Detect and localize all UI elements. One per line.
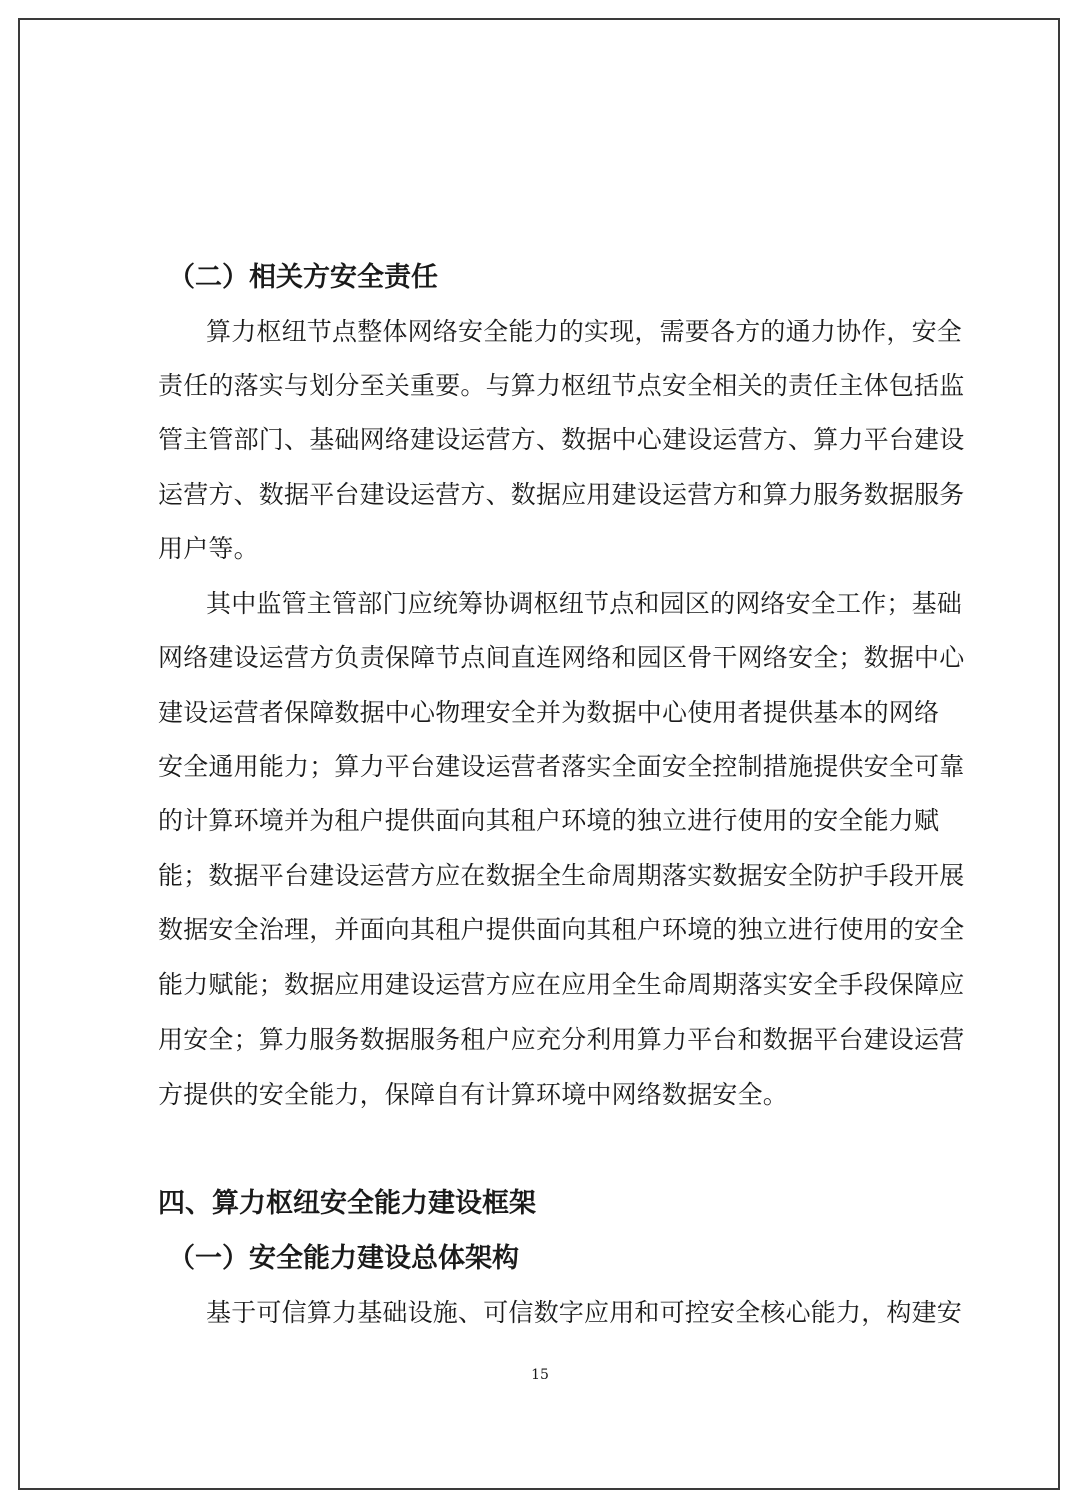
paragraph-line: 方提供的安全能力，保障自有计算环境中网络数据安全。 — [158, 1080, 789, 1109]
paragraph-line: 安全通用能力；算力平台建设运营者落实全面安全控制措施提供安全可靠 — [158, 752, 965, 781]
paragraph-line: 能；数据平台建设运营方应在数据全生命周期落实数据安全防护手段开展 — [158, 861, 965, 890]
paragraph-line: 算力枢纽节点整体网络安全能力的实现，需要各方的通力协作，安全 — [206, 317, 963, 346]
paragraph-line: 运营方、数据平台建设运营方、数据应用建设运营方和算力服务数据服务 — [158, 480, 965, 509]
paragraph-line: 用安全；算力服务数据服务租户应充分利用算力平台和数据平台建设运营 — [158, 1025, 965, 1054]
paragraph-line: 网络建设运营方负责保障节点间直连网络和园区骨干网络安全；数据中心 — [158, 643, 965, 672]
paragraph-line: 基于可信算力基础设施、可信数字应用和可控安全核心能力，构建安 — [206, 1298, 963, 1327]
paragraph-line: 管主管部门、基础网络建设运营方、数据中心建设运营方、算力平台建设 — [158, 425, 965, 454]
paragraph-line: 的计算环境并为租户提供面向其租户环境的独立进行使用的安全能力赋 — [158, 806, 940, 835]
page-number: 15 — [531, 1367, 549, 1383]
paragraph-line: 其中监管主管部门应统筹协调枢纽节点和园区的网络安全工作；基础 — [206, 589, 963, 618]
subsection-heading-responsibility: （二）相关方安全责任 — [168, 262, 438, 293]
paragraph-line: 用户等。 — [158, 534, 259, 563]
paragraph-line: 建设运营者保障数据中心物理安全并为数据中心使用者提供基本的网络 — [158, 698, 940, 727]
paragraph-line: 数据安全治理，并面向其租户提供面向其租户环境的独立进行使用的安全 — [158, 915, 965, 944]
subsection-heading-architecture: （一）安全能力建设总体架构 — [168, 1243, 519, 1274]
paragraph-line: 能力赋能；数据应用建设运营方应在应用全生命周期落实安全手段保障应 — [158, 970, 965, 999]
paragraph-line: 责任的落实与划分至关重要。与算力枢纽节点安全相关的责任主体包括监 — [158, 371, 965, 400]
section-heading-framework: 四、算力枢纽安全能力建设框架 — [158, 1188, 536, 1219]
